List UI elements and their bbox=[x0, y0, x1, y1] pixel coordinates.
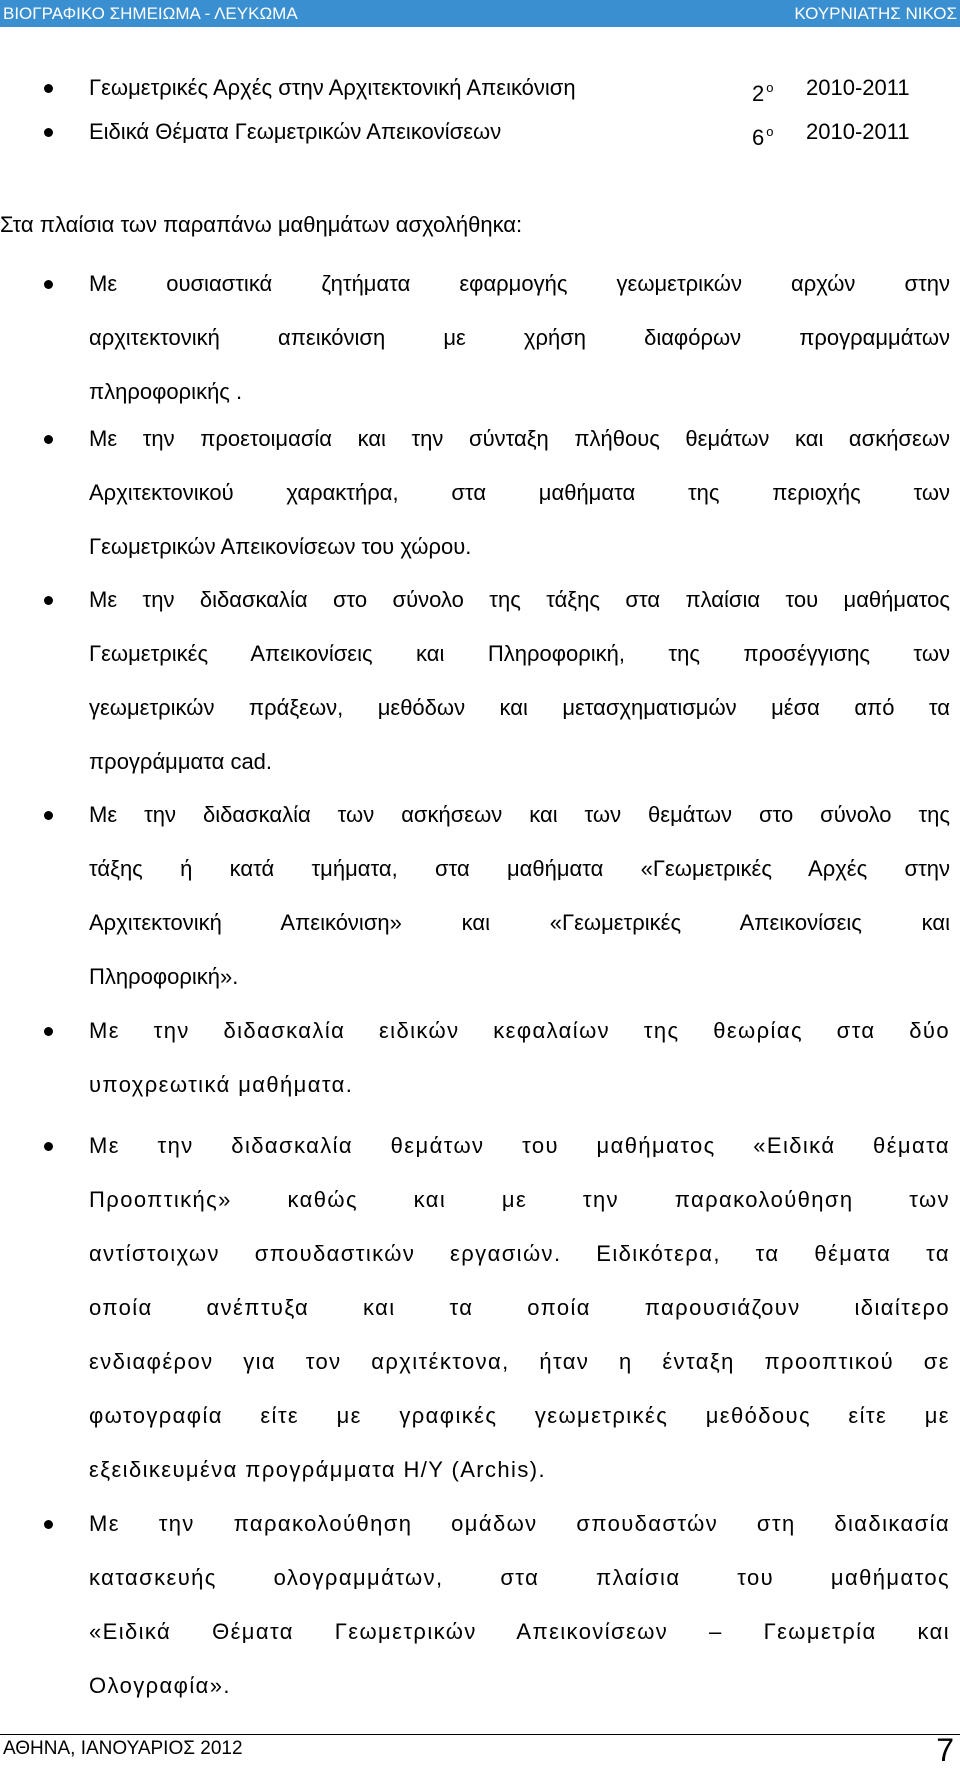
bullet-icon bbox=[44, 128, 53, 137]
bullet-icon bbox=[44, 811, 53, 820]
bullet-icon bbox=[44, 1142, 53, 1151]
course-title: Ειδικά Θέματα Γεωμετρικών Απεικονίσεων bbox=[89, 119, 502, 144]
footer-place-date: ΑΘΗΝΑ, ΙΑΝΟΥΑΡΙΟΣ 2012 bbox=[3, 1738, 243, 1759]
bullet-icon bbox=[44, 1520, 53, 1529]
header-author: ΚΟΥΡΝΙΑΤΗΣ ΝΙΚΟΣ bbox=[794, 4, 957, 23]
bullet-icon bbox=[44, 280, 53, 289]
bullet-icon bbox=[44, 84, 53, 93]
footer-divider bbox=[0, 1734, 960, 1735]
course-semester: 2 $^o$ bbox=[752, 80, 774, 106]
bullet-icon bbox=[44, 596, 53, 605]
course-year: 2010-2011 bbox=[806, 75, 910, 100]
course-year: 2010-2011 bbox=[806, 119, 910, 144]
course-semester: 6 $^o$ bbox=[752, 124, 774, 150]
bullet-icon bbox=[44, 1027, 53, 1036]
page-header bbox=[0, 0, 960, 27]
course-title: Γεωμετρικές Αρχές στην Αρχιτεκτονική Απεικόνιση bbox=[89, 75, 576, 100]
bullet-icon bbox=[44, 435, 53, 444]
page-number: 7 bbox=[936, 1732, 954, 1768]
header-title: ΒΙΟΓΡΑΦΙΚΟ ΣΗΜΕΙΩΜΑ - ΛΕΥΚΩΜΑ bbox=[3, 4, 298, 23]
